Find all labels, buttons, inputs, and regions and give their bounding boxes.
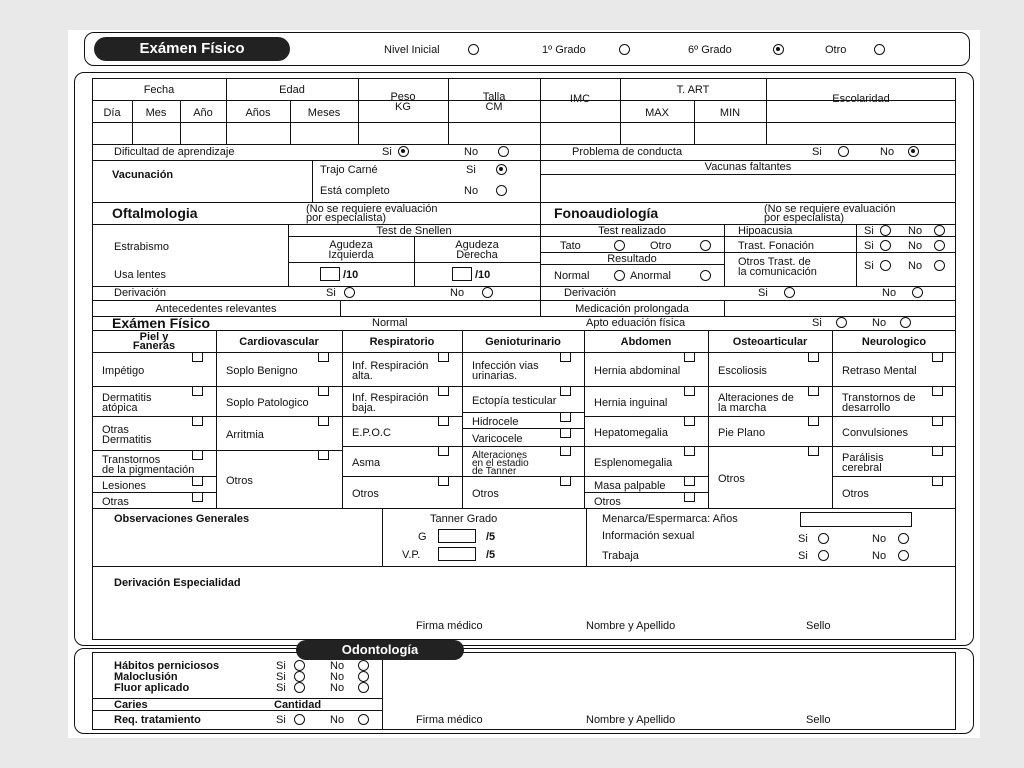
odonto-nombre-label: Nombre y Apellido [586,714,676,726]
trabaja-si-radio[interactable] [818,550,829,561]
agudeza-izq-score: /10 [343,269,359,281]
exam-item-checkbox[interactable] [192,386,203,396]
sello-label: Sello [806,620,831,632]
exam-item-label: Impétigo [102,365,145,377]
exam-item-label: urinarias. [472,370,518,382]
exam-item-label: cerebral [842,462,882,474]
habitos-si-label: Si [276,660,286,672]
examen-normal-label: Normal [372,317,408,329]
exam-item-checkbox[interactable] [932,476,943,486]
fluor-si-label: Si [276,682,286,694]
max-label: MAX [645,107,669,119]
otros-si-radio[interactable] [880,260,891,271]
exam-item-label: desarrollo [842,402,891,414]
fluor-label: Fluor aplicado [114,682,190,694]
info-si-label: Si [798,533,808,545]
option-otro-radio[interactable] [874,44,885,55]
exam-item-label: la marcha [718,402,767,414]
exam-item-checkbox[interactable] [560,446,571,456]
trajo-si-label: Si [466,164,476,176]
exam-item-checkbox[interactable] [560,476,571,486]
exam-col-header-4: Abdomen [620,336,672,348]
mes-label: Mes [145,107,167,119]
apto-no-radio[interactable] [900,317,911,328]
normal-radio[interactable] [614,270,625,281]
nombre-apellido-label: Nombre y Apellido [586,620,676,632]
exam-item-label: Alteraciones [472,450,528,461]
anormal-label: Anormal [630,270,671,282]
otros-trast-1: Otros Trast. de [738,256,811,268]
tato-label: Tato [560,240,581,252]
exam-item-label: Esplenomegalia [594,457,673,469]
fluor-si-radio[interactable] [294,682,305,693]
exam-item-label: Otros [594,496,621,508]
dificultad-si-label: Si [382,146,392,158]
menarca-input[interactable] [800,512,912,527]
option-nivel-inicial-radio[interactable] [468,44,479,55]
problema-no-radio[interactable] [908,146,919,157]
exam-item-label: Dermatitis [102,434,152,446]
talla-label: Talla [482,91,506,103]
exam-item-label: Escoliosis [718,365,767,377]
exam-col-header-2: Respiratorio [369,336,435,348]
exam-item-checkbox[interactable] [438,476,449,486]
exam-item-checkbox[interactable] [808,352,819,362]
oftalmo-deriv-no-radio[interactable] [482,287,493,298]
hipo-no-radio[interactable] [934,225,945,236]
exam-col-header-1: Cardiovascular [239,336,319,348]
completo-no-label: No [464,185,479,197]
req-si-radio[interactable] [294,714,305,725]
agudeza-der-1: Agudeza [455,239,499,251]
exam-item-label: Convulsiones [842,427,909,439]
exam-item-label: en el estadio [472,458,529,469]
exam-item-checkbox[interactable] [684,492,695,502]
otros-no-label: No [908,260,923,272]
req-no-label: No [330,714,345,726]
exam-item-label: Masa palpable [594,480,666,492]
otros-no-radio[interactable] [934,260,945,271]
caries-label: Caries [114,699,148,711]
anio-label: Año [193,107,213,119]
tato-radio[interactable] [614,240,625,251]
header-title: Exámen Físico [94,37,290,61]
exam-item-label: Transtornos [102,454,161,466]
req-tratamiento-label: Req. tratamiento [114,714,201,726]
vacunas-faltantes-label: Vacunas faltantes [704,161,792,173]
hipo-si-label: Si [864,225,874,237]
exam-item-label: Inf. Respiración [352,392,429,404]
agudeza-der-score: /10 [475,269,491,281]
tanner-g-input[interactable] [438,529,476,543]
trast-fonacion-label: Trast. Fonación [738,240,815,252]
exam-item-checkbox[interactable] [318,352,329,362]
cm-label: CM [485,101,503,113]
otro-label: Otro [650,240,672,252]
exam-item-checkbox[interactable] [808,416,819,426]
dificultad-si-radio[interactable] [398,146,409,157]
cantidad-label: Cantidad [274,699,322,711]
trajo-carne-label: Trajo Carné [320,164,378,176]
fono-derivacion-label: Derivación [564,287,616,299]
exam-item-checkbox[interactable] [684,416,695,426]
habitos-label: Hábitos perniciosos [114,660,220,672]
fluor-no-label: No [330,682,345,694]
meses-label: Meses [307,107,341,119]
hipo-si-radio[interactable] [880,225,891,236]
exam-item-checkbox[interactable] [192,352,203,362]
info-si-radio[interactable] [818,533,829,544]
option-otro-label: Otro [825,44,847,56]
exam-item-label: Lesiones [102,480,147,492]
trabaja-si-label: Si [798,550,808,562]
exam-item-checkbox[interactable] [318,450,329,460]
exam-item-checkbox[interactable] [192,492,203,502]
oftalmo-note-2: por especialista) [306,212,387,224]
exam-item-checkbox[interactable] [684,386,695,396]
exam-item-label: Arritmia [226,429,264,441]
fluor-no-radio[interactable] [358,682,369,693]
tanner-vp-label: V.P. [402,549,421,561]
exam-item-label: Retraso Mental [842,365,917,377]
exam-col-header-0-line2: Faneras [132,340,176,352]
dificultad-label: Dificultad de aprendizaje [114,146,235,158]
exam-item-checkbox[interactable] [438,446,449,456]
trabaja-no-label: No [872,550,887,562]
oftalmo-note-1: (No se requiere evaluación [306,203,438,215]
exam-item-checkbox[interactable] [560,352,571,362]
exam-item-label: Otros [718,473,745,485]
exam-item-label: Otros [842,488,869,500]
oftalmo-deriv-no-label: No [450,287,465,299]
trabaja-no-radio[interactable] [898,550,909,561]
exam-item-label: Soplo Patologico [226,397,309,409]
fonoaudiologia-title: Fonoaudiología [554,205,659,221]
odonto-sello-label: Sello [806,714,831,726]
problema-si-radio[interactable] [838,146,849,157]
exam-item-checkbox[interactable] [932,416,943,426]
exam-item-label: Asma [352,457,381,469]
maloclusion-label: Maloclusión [114,671,178,683]
apto-si-label: Si [812,317,822,329]
odontologia-title: Odontología [296,640,464,660]
peso-label: Peso [390,91,416,103]
req-no-radio[interactable] [358,714,369,725]
dificultad-no-label: No [464,146,479,158]
exam-item-label: Ectopía testicular [472,395,557,407]
exam-item-checkbox[interactable] [438,352,449,362]
tart-label: T. ART [676,84,710,96]
info-sexual-label: Información sexual [602,530,695,542]
normal-label: Normal [554,270,590,282]
esta-completo-label: Está completo [320,185,390,197]
exam-item-checkbox[interactable] [932,386,943,396]
estrabismo-label: Estrabismo [114,241,170,253]
fono-note-1: (No se requiere evaluación [764,203,896,215]
kg-label: KG [395,101,411,113]
maloclusion-no-label: No [330,671,345,683]
edad-label: Edad [279,84,305,96]
exam-item-label: atópica [102,402,138,414]
exam-item-label: de Tanner [472,466,517,477]
option-6-grado-radio[interactable] [773,44,784,55]
dia-label: Día [103,107,121,119]
dificultad-no-radio[interactable] [498,146,509,157]
req-si-label: Si [276,714,286,726]
fono-note-2: por especialista) [764,212,845,224]
problema-label: Problema de conducta [572,146,683,158]
tanner-g-five: /5 [486,531,496,543]
exam-col-header-6: Neurologico [861,336,927,348]
exam-item-label: Dermatitis [102,392,152,404]
observaciones-title: Observaciones Generales [114,513,250,525]
agudeza-der-2: Derecha [456,249,498,261]
snellen-label: Test de Snellen [376,225,452,237]
otros-trast-2: la comunicación [738,266,817,278]
exam-item-checkbox[interactable] [438,416,449,426]
exam-col-header-0: Piel y [139,331,169,343]
exam-item-label: Otros [226,475,253,487]
fonacion-no-radio[interactable] [934,240,945,251]
exam-item-label: Hidrocele [472,416,519,428]
antecedentes-label: Antecedentes relevantes [155,303,277,315]
habitos-no-radio[interactable] [358,660,369,671]
fecha-label: Fecha [143,84,175,96]
trabaja-label: Trabaja [602,550,639,562]
exam-item-checkbox[interactable] [808,446,819,456]
imc-label: IMC [569,93,591,105]
exam-col-header-5: Osteoarticular [732,336,808,348]
fono-deriv-no-radio[interactable] [912,287,923,298]
exam-item-label: Transtornos de [842,392,916,404]
exam-item-label: Hernia inguinal [594,397,668,409]
exam-item-label: Otros [472,488,499,500]
exam-item-checkbox[interactable] [684,476,695,486]
exam-item-label: Inf. Respiración [352,360,429,372]
examen-fisico-title: Exámen Físico [112,315,211,331]
agudeza-izq-2: Izquierda [328,249,374,261]
tanner-g-label: G [418,531,427,543]
exam-item-checkbox[interactable] [318,416,329,426]
option-6-grado-label: 6º Grado [688,44,732,56]
exam-item-label: Soplo Benigno [226,365,298,377]
apto-si-radio[interactable] [836,317,847,328]
form-page [68,30,980,738]
otro-radio[interactable] [700,240,711,251]
odonto-firma-label: Firma médico [416,714,483,726]
exam-item-checkbox[interactable] [318,386,329,396]
exam-item-label: Otras [102,496,129,508]
medicacion-label: Medicación prolongada [575,303,689,315]
exam-item-checkbox[interactable] [192,476,203,486]
escolaridad-label: Escolaridad [832,93,890,105]
otros-si-label: Si [864,260,874,272]
fono-deriv-no-label: No [882,287,897,299]
tanner-vp-input[interactable] [438,547,476,561]
hipoacusia-label: Hipoacusia [738,225,793,237]
exam-item-checkbox[interactable] [808,386,819,396]
exam-item-label: baja. [352,402,376,414]
fonacion-si-radio[interactable] [880,240,891,251]
oftalmologia-title: Oftalmologia [112,205,198,221]
exam-item-label: E.P.O.C [352,427,391,439]
vacunacion-title: Vacunación [112,169,174,181]
exam-item-label: Hernia abdominal [594,365,681,377]
exam-item-checkbox[interactable] [560,412,571,422]
derivacion-especialidad-title: Derivación Especialidad [114,577,241,589]
completo-no-radio[interactable] [496,185,507,196]
maloclusion-si-label: Si [276,671,286,683]
exam-item-checkbox[interactable] [684,352,695,362]
tanner-vp-five: /5 [486,549,496,561]
fono-deriv-si-label: Si [758,287,768,299]
exam-item-checkbox[interactable] [932,446,943,456]
option-1-grado-radio[interactable] [619,44,630,55]
exam-item-checkbox[interactable] [192,450,203,460]
exam-item-label: Varicocele [472,433,523,445]
info-no-radio[interactable] [898,533,909,544]
min-label: MIN [719,107,741,119]
exam-item-label: alta. [352,370,373,382]
oftalmo-deriv-si-label: Si [326,287,336,299]
maloclusion-no-radio[interactable] [358,671,369,682]
resultado-label: Resultado [607,253,657,265]
exam-item-checkbox[interactable] [438,386,449,396]
problema-si-label: Si [812,146,822,158]
agudeza-izq-input[interactable] [320,267,340,281]
exam-col-header-3: Genioturinario [485,336,561,348]
exam-item-label: de la pigmentación [102,464,195,476]
exam-item-label: Infección vias [472,360,539,372]
exam-item-checkbox[interactable] [560,386,571,396]
exam-item-label: Otros [352,488,379,500]
exam-item-label: Alteraciones de [718,392,794,404]
test-realizado-label: Test realizado [598,225,666,237]
habitos-no-label: No [330,660,345,672]
trajo-si-radio[interactable] [496,164,507,175]
exam-item-checkbox[interactable] [684,446,695,456]
exam-item-label: Otras [102,424,129,436]
oftalmo-deriv-si-radio[interactable] [344,287,355,298]
anios-label: Años [245,107,271,119]
apto-label: Apto eduación física [586,317,686,329]
agudeza-der-input[interactable] [452,267,472,281]
agudeza-izq-1: Agudeza [329,239,373,251]
usa-lentes-label: Usa lentes [114,269,166,281]
info-no-label: No [872,533,887,545]
habitos-si-radio[interactable] [294,660,305,671]
exam-item-label: Pie Plano [718,427,766,439]
problema-no-label: No [880,146,895,158]
option-1-grado-label: 1º Grado [542,44,586,56]
maloclusion-si-radio[interactable] [294,671,305,682]
exam-item-label: Parálisis [842,452,884,464]
fonacion-si-label: Si [864,240,874,252]
fonacion-no-label: No [908,240,923,252]
apto-no-label: No [872,317,887,329]
tanner-label: Tanner Grado [430,513,498,525]
exam-item-checkbox[interactable] [932,352,943,362]
menarca-label: Menarca/Espermarca: Años [602,513,738,525]
exam-item-label: Hepatomegalia [594,427,668,439]
exam-item-checkbox[interactable] [560,428,571,438]
anormal-radio[interactable] [700,270,711,281]
option-nivel-inicial-label: Nivel Inicial [384,44,440,56]
firma-medico-label: Firma médico [416,620,483,632]
oftalmo-derivacion-label: Derivación [114,287,166,299]
exam-item-checkbox[interactable] [192,416,203,426]
hipo-no-label: No [908,225,923,237]
fono-deriv-si-radio[interactable] [784,287,795,298]
